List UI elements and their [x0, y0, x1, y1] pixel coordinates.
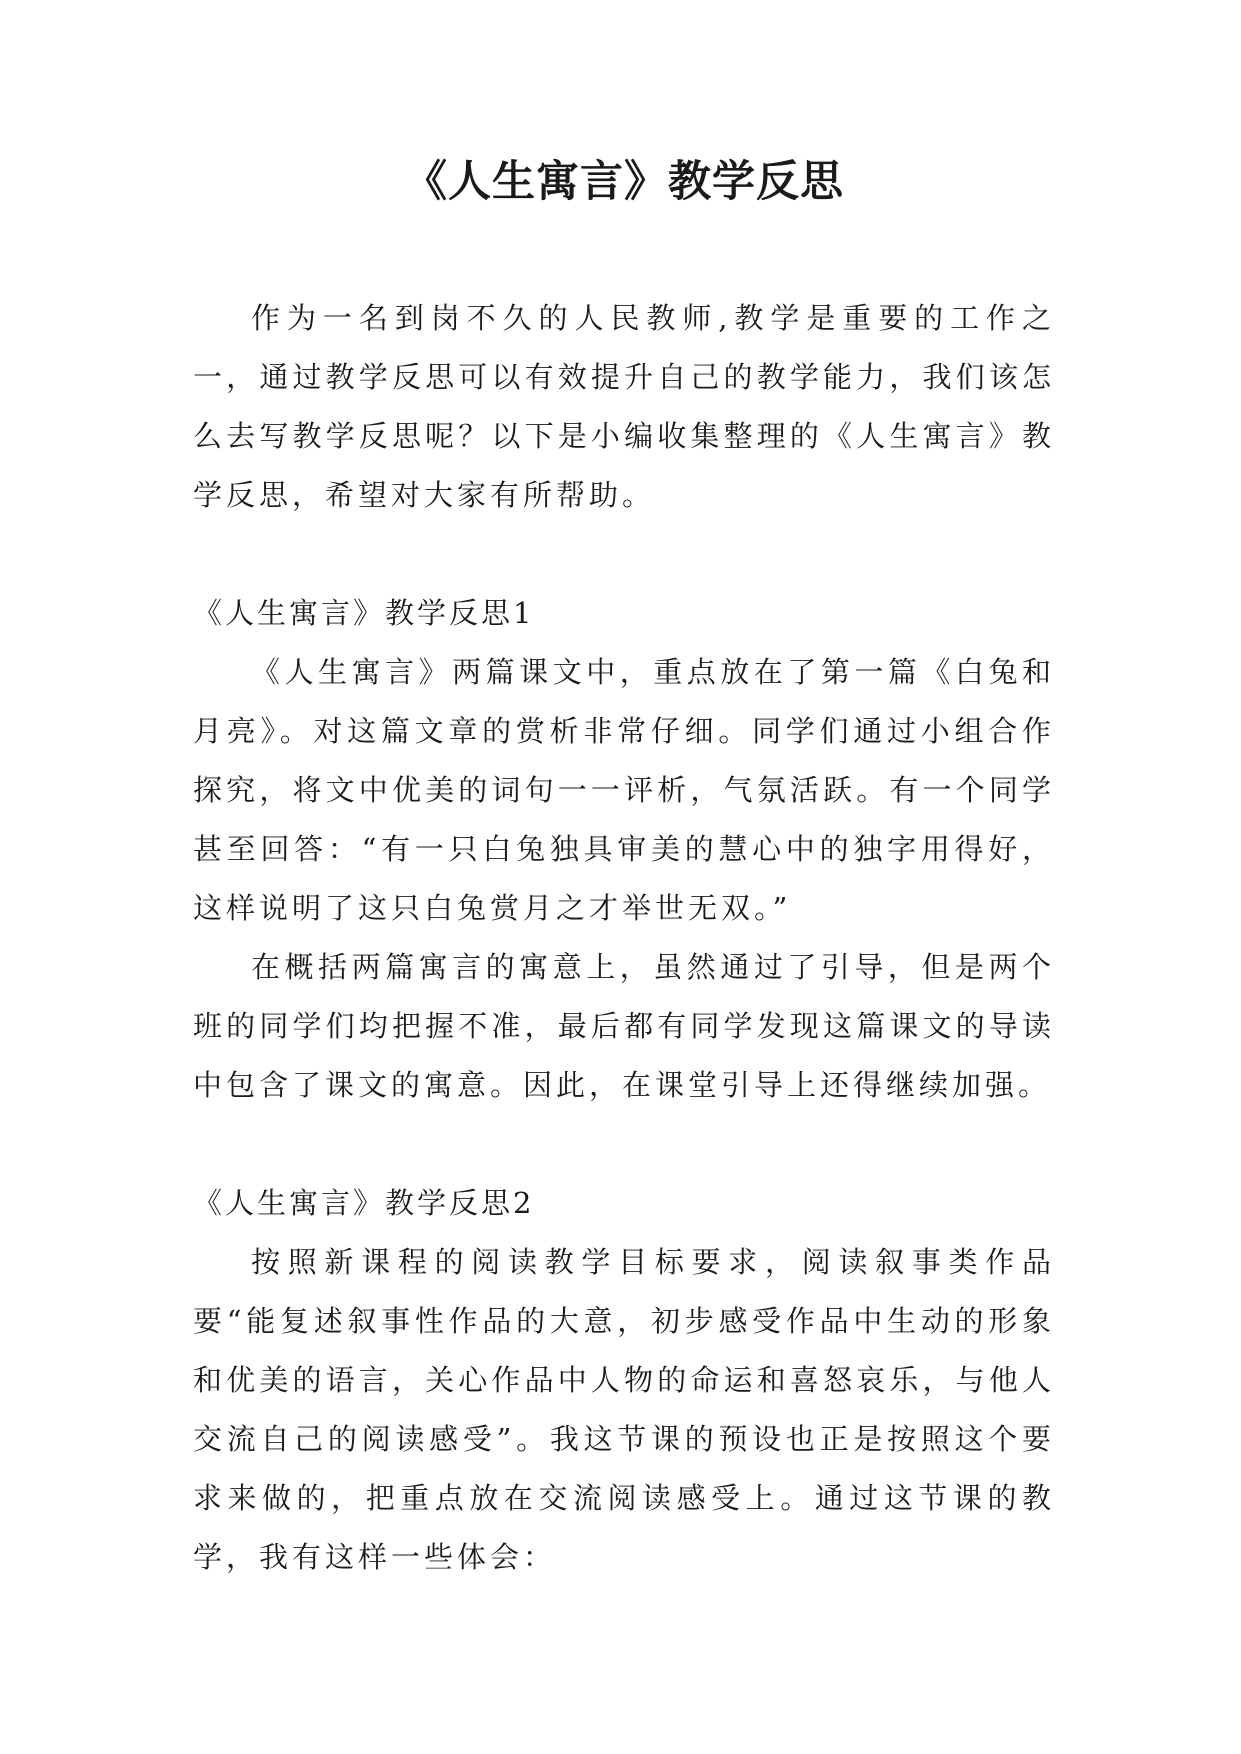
section-heading: 《人生寓言》教学反思1	[193, 596, 535, 630]
document-page	[193, 0, 1055, 1754]
section-paragraph: 按照新课程的阅读教学目标要求，阅读叙事类作品要“能复述叙事性作品的大意，初步感受作品中生动的形象和优美的语言，关心作品中人物的命运和喜怒哀乐，与他人交流自己的阅读感受”。我这节课的预设也正是按照这个要求来做的，把重点放在交流阅读感受上。通过这节课的教学，我有这样一些体会：	[193, 1245, 1055, 1574]
section-2	[193, 1174, 1055, 1587]
document-body	[193, 289, 1055, 1587]
document-title: 《人生寓言》教学反思	[404, 157, 844, 207]
intro-paragraph: 作为一名到岗不久的人民教师,教学是重要的工作之一，通过教学反思可以有效提升自己的教学能力，我们该怎么去写教学反思呢？以下是小编收集整理的《人生寓言》教学反思，希望对大家有所帮助。	[193, 301, 1055, 512]
section-paragraph: 在概括两篇寓言的寓意上，虽然通过了引导，但是两个班的同学们均把握不准，最后都有同学发现这篇课文的导读中包含了课文的寓意。因此，在课堂引导上还得继续加强。	[193, 950, 1055, 1102]
section-paragraph: 《人生寓言》两篇课文中，重点放在了第一篇《白兔和月亮》。对这篇文章的赏析非常仔细。同学们通过小组合作探究，将文中优美的词句一一评析，气氛活跃。有一个同学甚至回答：“有一只白兔独具审美的慧心中的独字用得好，这样说明了这只白兔赏月之才举世无双。”	[193, 655, 1055, 925]
section-heading: 《人生寓言》教学反思2	[193, 1186, 535, 1220]
section-1	[193, 584, 1055, 1115]
